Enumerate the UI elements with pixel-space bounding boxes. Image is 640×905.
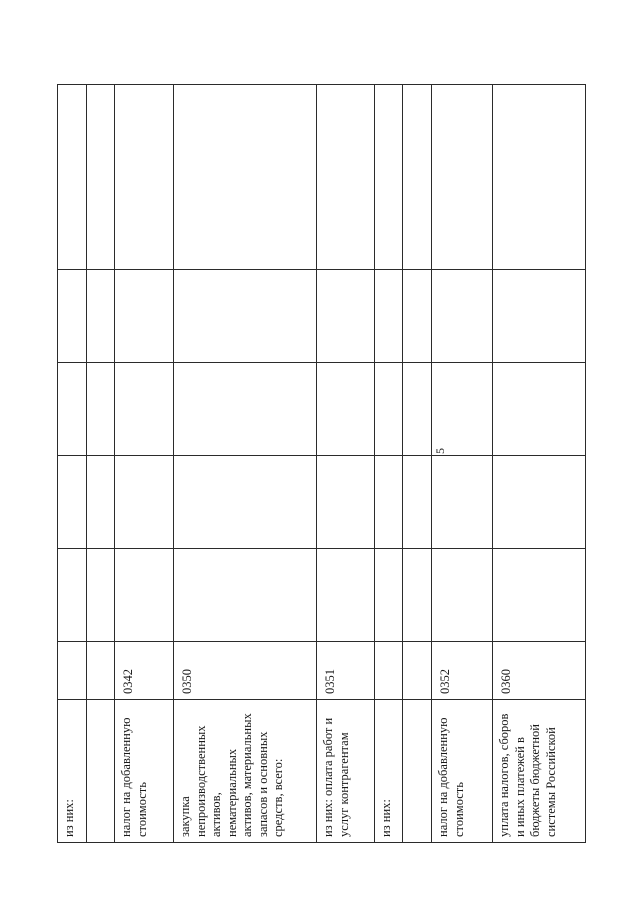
row-code-cell [375, 642, 403, 700]
empty-cell [87, 456, 115, 549]
empty-cell [317, 85, 375, 270]
row-name-cell: закупка непроизводственных активов, нематериальных активов, материальных запасов и основных средств, всего: [174, 700, 317, 843]
empty-cell [375, 270, 403, 363]
empty-cell [115, 363, 174, 456]
empty-cell [317, 549, 375, 642]
empty-cell [432, 549, 493, 642]
row-code-cell [403, 642, 432, 700]
empty-cell [493, 549, 586, 642]
empty-cell [115, 549, 174, 642]
table-row [317, 85, 375, 843]
table-row [432, 85, 493, 843]
empty-cell [493, 363, 586, 456]
empty-cell [174, 456, 317, 549]
rotated-table [57, 85, 585, 843]
row-code-cell: 0350 [174, 642, 317, 700]
empty-cell [87, 549, 115, 642]
empty-cell [115, 456, 174, 549]
empty-cell [375, 363, 403, 456]
empty-cell [174, 270, 317, 363]
table-row [174, 85, 317, 843]
table-row [87, 85, 115, 843]
empty-cell [58, 456, 87, 549]
empty-cell [432, 85, 493, 270]
empty-cell [375, 549, 403, 642]
empty-cell [375, 85, 403, 270]
table-row [58, 85, 87, 843]
empty-cell [115, 85, 174, 270]
rotated-table-container [57, 85, 585, 843]
row-name-cell: налог на добавленную стоимость [115, 700, 174, 843]
empty-cell [493, 270, 586, 363]
row-code-cell: 0342 [115, 642, 174, 700]
row-code-cell [58, 642, 87, 700]
row-name-cell: налог на добавленную стоимость [432, 700, 493, 843]
empty-cell [403, 363, 432, 456]
empty-cell [115, 270, 174, 363]
empty-cell [493, 456, 586, 549]
empty-cell [403, 85, 432, 270]
empty-cell [317, 456, 375, 549]
empty-cell [317, 363, 375, 456]
empty-cell [58, 270, 87, 363]
empty-cell [493, 85, 586, 270]
empty-cell [375, 456, 403, 549]
row-code-cell: 0360 [493, 642, 586, 700]
empty-cell [58, 549, 87, 642]
empty-cell [174, 363, 317, 456]
empty-cell [317, 270, 375, 363]
empty-cell [403, 270, 432, 363]
financial-table [57, 84, 586, 843]
table-row [115, 85, 174, 843]
page-number: 5 [433, 448, 447, 454]
row-name-cell: из них: [58, 700, 87, 843]
row-code-cell: 0351 [317, 642, 375, 700]
empty-cell [432, 456, 493, 549]
empty-cell [174, 549, 317, 642]
empty-cell [58, 363, 87, 456]
table-row [403, 85, 432, 843]
table-row [375, 85, 403, 843]
empty-cell [87, 85, 115, 270]
empty-cell [87, 270, 115, 363]
row-name-cell: из них: [375, 700, 403, 843]
empty-cell [403, 549, 432, 642]
row-name-cell [403, 700, 432, 843]
row-name-cell [87, 700, 115, 843]
empty-cell [174, 85, 317, 270]
empty-cell [87, 363, 115, 456]
empty-cell [432, 270, 493, 363]
row-code-cell: 0352 [432, 642, 493, 700]
row-code-cell [87, 642, 115, 700]
table-row [493, 85, 586, 843]
empty-cell [403, 456, 432, 549]
row-name-cell: уплата налогов, сборов и иных платежей в бюджеты бюджетной системы Российской [493, 700, 586, 843]
row-name-cell: из них: оплата работ и услуг контрагентам [317, 700, 375, 843]
empty-cell [58, 85, 87, 270]
empty-cell [432, 363, 493, 456]
